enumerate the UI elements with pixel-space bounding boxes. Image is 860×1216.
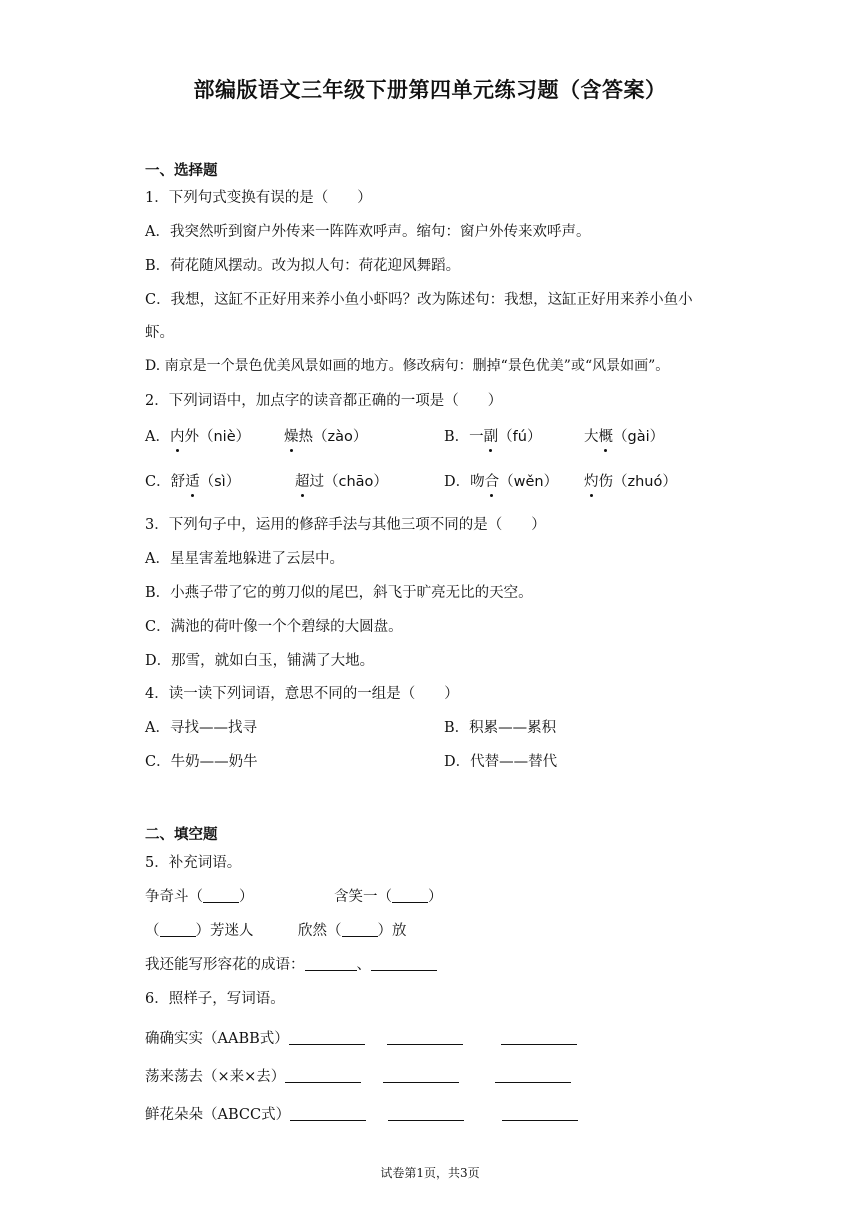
word-text: ）: [352, 429, 368, 445]
word-text: ）: [526, 429, 542, 445]
pinyin: zhuó: [627, 474, 663, 490]
word-text: 大: [584, 429, 599, 445]
question-2-option-a-word2: [284, 425, 367, 446]
question-1-option-d: D. 南京是一个景色优美风景如画的地方。修改病句：删掉“景色优美”或“风景如画”。: [145, 358, 670, 374]
question-5-flower-idioms: [145, 953, 437, 974]
pinyin: chāo: [338, 474, 374, 490]
fill-blank[interactable]: [203, 888, 239, 903]
section-heading-choice: 一、选择题: [145, 163, 218, 179]
fill-blank[interactable]: [290, 1106, 366, 1121]
word-text: ）: [428, 889, 443, 905]
question-4-stem: 4．读一读下列词语，意思不同的一组是（ ）: [145, 686, 459, 702]
fill-blank[interactable]: [495, 1068, 571, 1083]
question-6-row-3: [145, 1103, 578, 1124]
question-2-option-b-word2: [584, 425, 664, 446]
prompt-text: 我还能写形容花的成语：: [145, 957, 305, 973]
pinyin: wěn: [513, 474, 544, 490]
question-4-option-a: A．寻找——找寻: [145, 720, 257, 736]
question-1-option-c-continued: 虾。: [145, 325, 174, 341]
word-text: 争奇斗（: [145, 889, 203, 905]
word-text: ）放: [377, 923, 407, 939]
word-text: ）: [543, 474, 559, 490]
pattern-label: 确确实实（AABB式）: [145, 1031, 289, 1047]
fill-blank[interactable]: [502, 1106, 578, 1121]
question-2-option-c: [145, 470, 240, 491]
word-text: ）: [373, 474, 388, 490]
fill-blank[interactable]: [371, 956, 437, 971]
word-text: 吻: [470, 474, 485, 490]
question-1-stem: 1．下列句式变换有误的是（ ）: [145, 190, 372, 206]
word-text: ）: [649, 429, 665, 445]
word-text: ）芳迷人: [195, 923, 254, 939]
dotted-char: 超: [295, 470, 310, 491]
question-2-option-b: [444, 425, 541, 446]
question-5-word-3: [145, 919, 254, 940]
question-2-option-d-word2: [584, 470, 677, 491]
question-5-word-2: [334, 885, 443, 906]
pinyin: zào: [327, 429, 353, 445]
option-label: C．舒: [145, 474, 186, 490]
dotted-char: 燥: [284, 425, 299, 446]
question-2-option-a: [145, 425, 250, 446]
question-6-row-2: [145, 1065, 571, 1086]
question-6-stem: 6．照样子，写词语。: [145, 991, 285, 1007]
fill-blank[interactable]: [305, 956, 357, 971]
question-5-stem: 5．补充词语。: [145, 855, 242, 871]
question-2-option-d: [444, 470, 558, 491]
question-6-row-1: [145, 1027, 577, 1048]
fill-blank[interactable]: [392, 888, 428, 903]
question-4-option-b: B．积累——累积: [444, 720, 557, 736]
word-text: （: [199, 474, 215, 490]
word-text: ）: [662, 474, 677, 490]
word-text: （: [498, 429, 513, 445]
dotted-char: 内: [170, 425, 185, 446]
dotted-char: 概: [599, 425, 614, 446]
fill-blank[interactable]: [501, 1030, 577, 1045]
pattern-label: 荡来荡去（×来×去）: [145, 1069, 286, 1085]
word-text: ）: [225, 474, 241, 490]
fill-blank[interactable]: [342, 922, 378, 937]
question-3-option-a: A．星星害羞地躲进了云层中。: [145, 551, 344, 567]
fill-blank[interactable]: [285, 1068, 361, 1083]
word-text: （: [613, 429, 628, 445]
fill-blank[interactable]: [383, 1068, 459, 1083]
word-text: 欣然（: [298, 923, 342, 939]
word-text: 含笑一（: [334, 889, 392, 905]
page-footer: 试卷第1页，共3页: [380, 1166, 480, 1180]
dotted-char: 适: [185, 470, 200, 491]
option-label: B．一: [444, 429, 484, 445]
separator: 、: [356, 957, 371, 973]
question-2-stem: 2．下列词语中，加点字的读音都正确的一项是（ ）: [145, 393, 503, 409]
word-text: 伤（: [598, 474, 628, 490]
question-3-stem: 3．下列句子中，运用的修辞手法与其他三项不同的是（ ）: [145, 517, 546, 533]
page-title: 部编版语文三年级下册第四单元练习题（含答案）: [193, 78, 667, 102]
pinyin: sì: [214, 474, 226, 490]
fill-blank[interactable]: [289, 1030, 365, 1045]
pinyin: fú: [512, 429, 527, 445]
word-text: （: [499, 474, 514, 490]
question-2-option-c-word2: [295, 470, 388, 491]
word-text: 外（: [184, 429, 214, 445]
question-1-option-c: C．我想，这缸不正好用来养小鱼小虾吗？改为陈述句：我想，这缸正好用来养小鱼小: [145, 292, 693, 308]
question-3-option-c: C．满池的荷叶像一个个碧绿的大圆盘。: [145, 619, 403, 635]
word-text: （: [145, 923, 160, 939]
dotted-char: 副: [484, 425, 499, 446]
section-heading-fill: 二、填空题: [145, 827, 218, 843]
word-text: 热（: [298, 429, 328, 445]
word-text: 过（: [309, 474, 339, 490]
fill-blank[interactable]: [388, 1106, 464, 1121]
option-label: D．: [444, 474, 471, 490]
question-5-word-4: [298, 919, 407, 940]
pinyin: niè: [213, 429, 236, 445]
dotted-char: 灼: [584, 470, 599, 491]
pattern-label: 鲜花朵朵（ABCC式）: [145, 1107, 291, 1123]
fill-blank[interactable]: [160, 922, 196, 937]
question-3-option-b: B．小燕子带了它的剪刀似的尾巴，斜飞于旷亮无比的天空。: [145, 585, 533, 601]
dotted-char: 合: [485, 470, 500, 491]
option-label: A．: [145, 429, 170, 445]
fill-blank[interactable]: [387, 1030, 463, 1045]
question-3-option-d: D．那雪，就如白玉，铺满了大地。: [145, 653, 375, 669]
question-1-option-a: A．我突然听到窗户外传来一阵阵欢呼声。缩句：窗户外传来欢呼声。: [145, 224, 591, 240]
word-text: ）: [235, 429, 251, 445]
question-4-option-c: C．牛奶——奶牛: [145, 754, 258, 770]
question-5-word-1: [145, 885, 254, 906]
question-4-option-d: D．代替——替代: [444, 754, 558, 770]
question-1-option-b: B．荷花随风摆动。改为拟人句：荷花迎风舞蹈。: [145, 258, 461, 274]
word-text: ）: [239, 889, 254, 905]
pinyin: gài: [627, 429, 650, 445]
